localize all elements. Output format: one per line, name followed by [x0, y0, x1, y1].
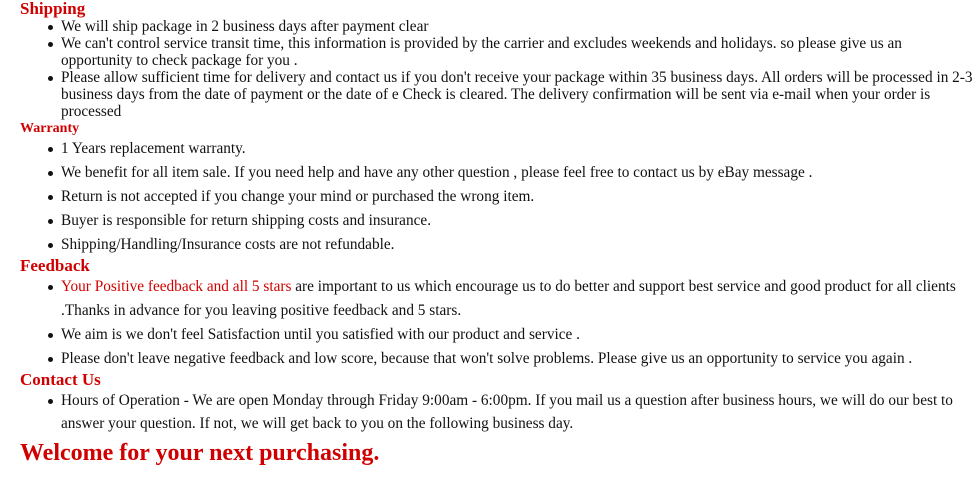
- shipping-list: [0, 18, 977, 120]
- list-item: Buyer is responsible for return shipping costs and insurance.: [61, 209, 977, 233]
- closing-message: Welcome for your next purchasing.: [20, 439, 380, 466]
- warranty-heading: Warranty: [20, 121, 80, 136]
- list-item: We can't control service transit time, this information is provided by the carrier and excludes weekends and holidays. so please give us an opportunity to check package for you .: [61, 35, 977, 69]
- contact-heading: Contact Us: [20, 369, 101, 389]
- feedback-highlight: Your Positive feedback and all 5 stars: [61, 278, 292, 295]
- list-item: [61, 275, 977, 322]
- list-item: We benefit for all item sale. If you need help and have any other question , please feel free to contact us by eBay message .: [61, 161, 977, 185]
- feedback-text: are important to us which encourage us to do better and support best service and good product for all clients .Thanks in advance for you leaving positive feedback and 5 stars.: [61, 278, 956, 319]
- warranty-list: [0, 137, 977, 257]
- feedback-heading: Feedback: [20, 256, 90, 275]
- shipping-heading: Shipping: [20, 0, 86, 18]
- list-item: We will ship package in 2 business days after payment clear: [61, 18, 977, 35]
- list-item: Please allow sufficient time for delivery and contact us if you don't receive your package within 35 business days. All orders will be processed in 2-3 business days from the date of payment or the date of e Check is cleared. The delivery confirmation will be sent via e-mail when your order is processed: [61, 69, 977, 120]
- list-item: Shipping/Handling/Insurance costs are not refundable.: [61, 233, 977, 257]
- list-item: Return is not accepted if you change your mind or purchased the wrong item.: [61, 185, 977, 209]
- list-item: We aim is we don't feel Satisfaction until you satisfied with our product and service .: [61, 323, 977, 347]
- list-item: 1 Years replacement warranty.: [61, 137, 977, 161]
- feedback-list: [0, 275, 977, 370]
- list-item: Please don't leave negative feedback and low score, because that won't solve problems. Please give us an opportunity to service you again .: [61, 347, 977, 371]
- contact-list: [0, 389, 977, 436]
- list-item: Hours of Operation - We are open Monday through Friday 9:00am - 6:00pm. If you mail us a question after business hours, we will do our best to answer your question. If not, we will get back to you on the following business day.: [61, 389, 977, 436]
